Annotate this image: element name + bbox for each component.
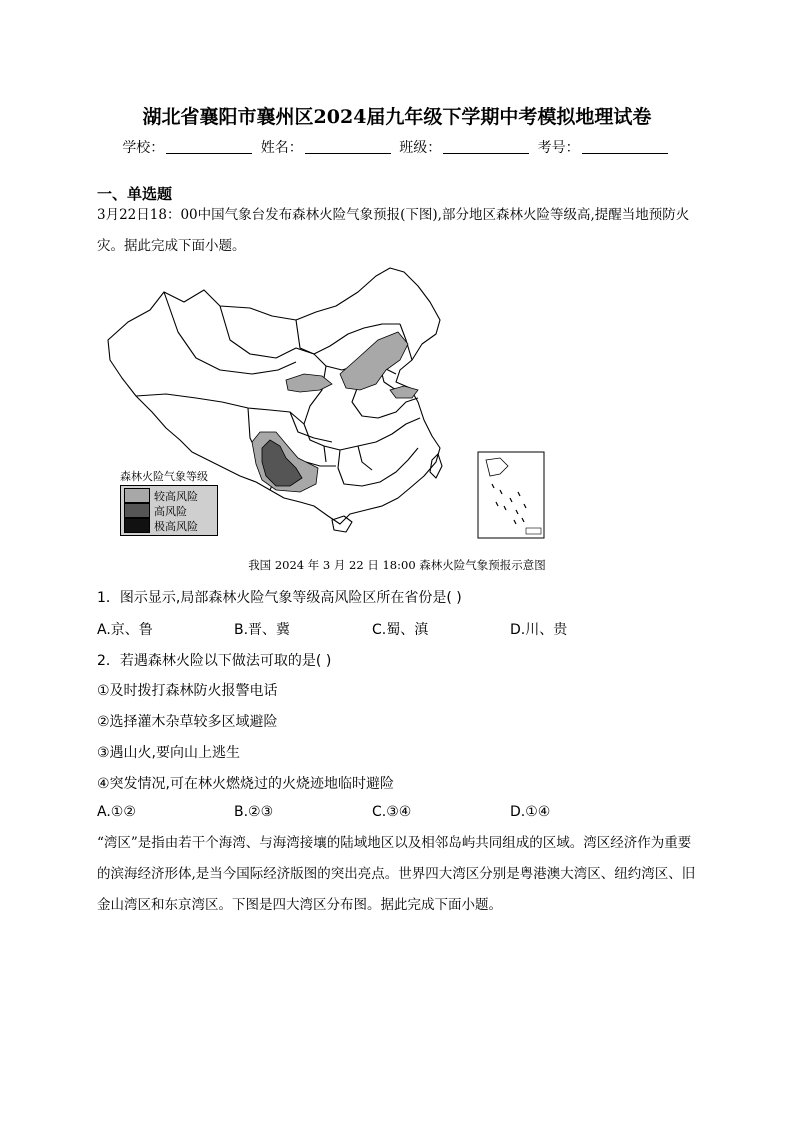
question-intro: 3月22日18：00中国气象台发布森林火险气象预报(下图),部分地区森林火险等级高,提醒当地预防火灾。据此完成下面小题。: [97, 207, 690, 254]
class-blank[interactable]: [443, 139, 529, 154]
q2-option-d[interactable]: D.①④: [510, 804, 551, 820]
map-legend: [120, 468, 218, 536]
student-info-line: [0, 137, 794, 157]
legend-item-high: [124, 503, 214, 518]
figure-caption: 我国 2024 年 3 月 22 日 18:00 森林火险气象预报示意图: [248, 558, 546, 572]
class-label: 班级：: [399, 140, 442, 156]
q2-option-b[interactable]: B.②③: [234, 804, 274, 820]
section-heading: 一、单选题: [97, 185, 173, 203]
risk-zone-shanxi: [340, 332, 408, 390]
hainan-island: [332, 516, 352, 532]
q1-option-b[interactable]: B.晋、冀: [234, 622, 291, 638]
legend-label-high: 高风险: [154, 504, 187, 518]
q2-statement-3: ③遇山火,要向山上逃生: [97, 745, 241, 761]
exam-number-blank[interactable]: [582, 139, 668, 154]
school-label: 学校：: [122, 140, 165, 156]
legend-item-higher: [124, 488, 214, 503]
question-2-stem: 2．若遇森林火险以下做法可取的是( ): [97, 653, 332, 669]
risk-zone-gansu: [286, 374, 332, 392]
legend-label-higher: 较高风险: [154, 489, 198, 503]
name-blank[interactable]: [305, 139, 391, 154]
south-china-sea-inset: [478, 452, 544, 538]
q1-option-a[interactable]: A.京、鲁: [97, 622, 153, 638]
q1-option-c[interactable]: C.蜀、滇: [372, 622, 429, 638]
exam-number-label: 考号：: [537, 140, 580, 156]
name-label: 姓名：: [260, 140, 303, 156]
q1-option-d[interactable]: D.川、贵: [510, 622, 568, 638]
q2-option-a[interactable]: A.①②: [97, 804, 136, 820]
q2-statement-2: ②选择灌木杂草较多区域避险: [97, 714, 278, 730]
q2-statement-1: ①及时拨打森林防火报警电话: [97, 683, 278, 699]
legend-item-extreme: [124, 518, 214, 533]
page-title: 湖北省襄阳市襄州区2024届九年级下学期中考模拟地理试卷: [142, 106, 652, 128]
risk-zone-shandong: [390, 386, 418, 398]
q2-option-c[interactable]: C.③④: [372, 804, 412, 820]
question-1-stem: 1．图示显示,局部森林火险气象等级高风险区所在省份是( ): [97, 590, 462, 606]
q2-statement-4: ④突发情况,可在林火燃烧过的火烧迹地临时避险: [97, 776, 394, 792]
taiwan-island: [430, 454, 442, 478]
legend-label-extreme: 极高风险: [154, 519, 198, 533]
bay-area-passage: “湾区”是指由若干个海湾、与海湾接壤的陆域地区以及相邻岛屿共同组成的区域。湾区经济作为重要的滨海经济形体,是当今国际经济版图的突出亮点。世界四大湾区分别是粤港澳大湾区、纽约湾区、旧金山湾区和东京湾区。下图是四大湾区分布图。据此完成下面小题。: [97, 835, 696, 913]
legend-title: 森林火险气象等级: [120, 470, 208, 483]
school-blank[interactable]: [166, 139, 252, 154]
